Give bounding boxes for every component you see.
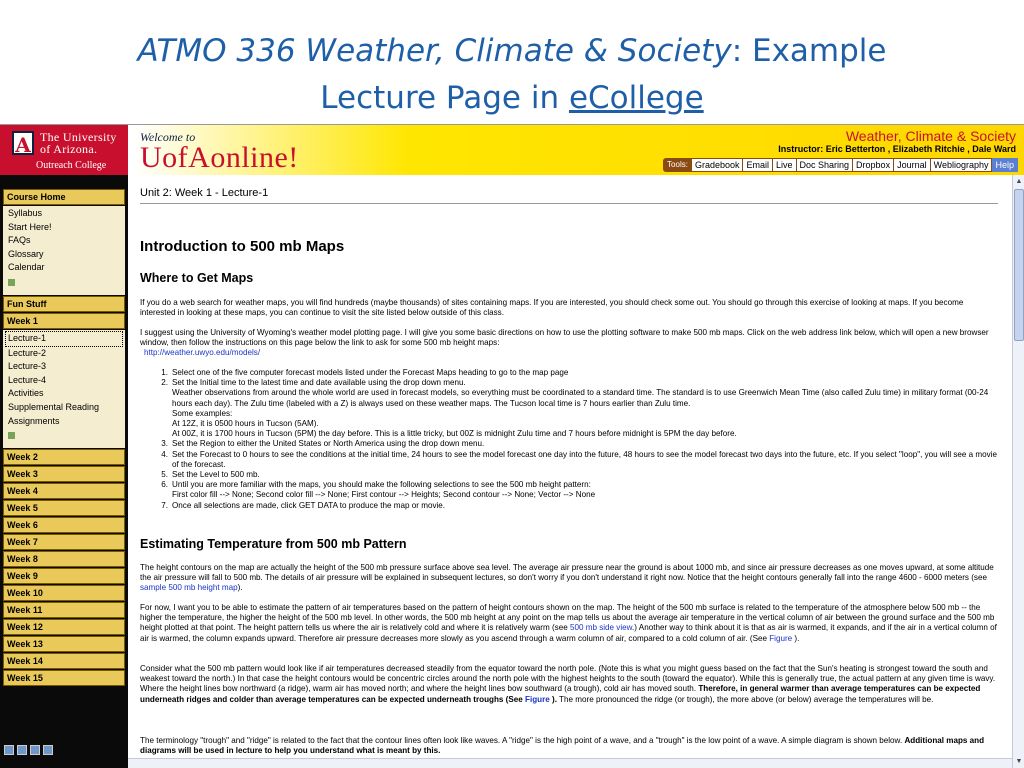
sidebar-item-lecture-2[interactable]: Lecture-2 [8,347,47,358]
vertical-scrollbar[interactable] [1012,175,1024,768]
tool-webliography[interactable]: Webliography [931,158,993,172]
sidebar-item-lecture-4[interactable]: Lecture-4 [8,374,47,385]
lecture-content [128,175,1012,768]
week-13-header[interactable]: Week 13 [3,636,125,652]
section-heading-temperature: Estimating Temperature from 500 mb Pattern [140,537,407,551]
sidebar-item-glossary[interactable]: Glossary [8,248,44,259]
site-header [0,125,1024,175]
ecollege-link[interactable]: eCollege [568,80,704,116]
tool-journal[interactable]: Journal [894,158,931,172]
unit-title: Unit 2: Week 1 - Lecture-1 [140,187,269,199]
tool-email[interactable]: Email [743,158,773,172]
paragraph-estimate-temperature: For now, I want you to be able to estimate the pattern of air temperatures based on the pattern of height contours shown on the map. The height of the 500 mb surface is related to the temperature of the atmosphere below 500 mb -- the higher the temperature, the higher the height of the 500 mb level. In other words, the 500 mb height at any point on the map tells us about the average air temperature in the vertical column of air between the ground surface and the 500 mb height plotted at that point. The height pattern tells us where the air is relatively cold and where it is relatively warm (see 500 mb side view.) Another way to think about it is that as air is warmed, it expands, and if the air in a vertical column of air is warmed, the column expands upward. Therefore air pressure decreases more slowly as you ascend through a warm column of air, compared to a cold column of air. (See Figure ). [140,603,997,643]
week-7-header[interactable]: Week 7 [3,534,125,550]
week-15-header[interactable]: Week 15 [3,670,125,686]
week-1-header[interactable]: Week 1 [3,313,125,329]
lecture-heading: Introduction to 500 mb Maps [140,238,345,255]
week-12-header[interactable]: Week 12 [3,619,125,635]
figure-link-1[interactable]: Figure [769,633,793,643]
list-item: 5. Set the Level to 500 mb. [161,470,260,480]
help-icon[interactable] [30,745,40,755]
week-3-header[interactable]: Week 3 [3,466,125,482]
paragraph-ridges-troughs: Consider what the 500 mb pattern would look like if air temperatures decreased steadily from the equator toward the north pole. (Note this is what you might guess based on the fact that the Sun's heating is strongest toward the south and weakest toward the north.) In that case the height contours would be concentric circles around the north pole with the highest heights to the south (toward the equator). While this is generally true, the actual pattern at any given time is wavy. Where the height lines bow northward (a ridge), warm air has moved north; and where the height lines bow southward (a trough), cold air has moved south. Therefore, in general warmer than average temperatures can be expected underneath ridges and colder than average temperatures can be expected underneath troughs (See Figure ). The more pronounced the ridge (or trough), the more above (or below) average the temperatures will be. [140,664,996,704]
week-11-header[interactable]: Week 11 [3,602,125,618]
sidebar-item-assignments[interactable]: Assignments [8,415,60,426]
tool-live[interactable]: Live [773,158,797,172]
scroll-thumb[interactable] [1014,189,1024,341]
course-home-links [3,206,125,295]
course-name: Weather, Climate & Society [845,128,1016,144]
week-9-header[interactable]: Week 9 [3,568,125,584]
horizontal-scrollbar[interactable] [128,758,1012,768]
sidebar-item-lecture-3[interactable]: Lecture-3 [8,361,47,372]
expand-icon[interactable] [8,432,15,439]
ecollege-screenshot [0,124,1024,768]
slide-title-line2: Lecture Page in [320,80,569,116]
block-a-icon: A [12,131,34,155]
university-logo[interactable] [0,125,128,175]
week-4-header[interactable]: Week 4 [3,483,125,499]
brand-logo: UofAonline! [140,141,299,174]
slide-title [0,28,1024,122]
collapse-icon[interactable] [4,745,14,755]
side-view-link[interactable]: 500 mb side view [569,623,633,633]
sidebar-item-lecture-1[interactable]: Lecture-1 [5,331,123,347]
list-item: 4. Set the Forecast to 0 hours to see the conditions at the initial time, 24 hours to see the model forecast one day into the future, 48 hours to see the model forecast two days into the future, etc. If you select "loop", you will see a movie of the forecast. [161,449,998,469]
sample-map-link[interactable]: sample 500 mb height map [140,583,238,593]
section-heading-maps: Where to Get Maps [140,271,254,285]
paragraph-web-search: If you do a web search for weather maps, you will find hundreds (maybe thousands) of sites containing maps. If you are interested, you should check some out. You should go through this exercise of looking at maps. If you become interested in looking at these maps, you can continue to visit the site listed below outside of this class. [140,298,964,318]
paragraph-wyoming: I suggest using the University of Wyoming's weather model plotting page. I will give you some basic directions on how to use the plotting software to make 500 mb maps. Click on the web address link below, which will open a new browser window, then follow the instructions on this page below the link to ask for some 500 mb height maps: http://weather.uwyo.edu/models/ [140,328,989,358]
figure-link-2[interactable]: Figure [525,694,550,704]
slide-title-suffix: : Example [731,33,887,69]
list-item: 1. Select one of the five computer forecast models listed under the Forecast Maps heading to go to the map page [161,368,569,377]
week-8-header[interactable]: Week 8 [3,551,125,567]
home-icon[interactable] [17,745,27,755]
instructor-line: Instructor: Eric Betterton , Elizabeth Ritchie , Dale Ward [778,144,1016,154]
week-5-header[interactable]: Week 5 [3,500,125,516]
paragraph-terminology: The terminology "trough" and "ridge" is related to the fact that the contour lines often look like waves. A "ridge" is the high point of a wave, and a "trough" is the low point of a wave. A simple diagram is shown below. Additional maps and diagrams will be used in lecture to help you understand what is meant by this. [140,736,985,756]
sidebar-item-faqs[interactable]: FAQs [8,235,31,246]
welcome-text: Welcome to [140,130,196,144]
sidebar-item-start-here[interactable]: Start Here! [8,221,52,232]
outreach-college: Outreach College [36,160,107,171]
unit-divider [140,203,998,204]
list-item: 6. Until you are more familiar with the maps, you should make the following selections to see the 500 mb height pattern: [161,480,591,490]
fun-stuff-header[interactable]: Fun Stuff [3,296,125,312]
sidebar-item-calendar[interactable]: Calendar [8,262,45,273]
course-home-header[interactable]: Course Home [3,189,125,205]
sidebar-item-syllabus[interactable]: Syllabus [8,208,43,218]
university-name: The University of Arizona. [40,130,117,156]
tool-doc-sharing[interactable]: Doc Sharing [797,158,854,172]
course-sidebar [0,175,128,768]
sidebar-item-supplemental-reading[interactable]: Supplemental Reading [8,401,100,412]
slide-title-course: ATMO 336 Weather, Climate & Society [137,33,732,69]
sidebar-bottom-icons [4,745,53,755]
tools-bar [663,158,1018,172]
week-14-header[interactable]: Week 14 [3,653,125,669]
scroll-down-icon[interactable]: ▼ [1015,758,1023,765]
week-10-header[interactable]: Week 10 [3,585,125,601]
sidebar-item-activities[interactable]: Activities [8,388,44,399]
list-item: 2. Set the Initial time to the latest time and date available using the drop down menu. [161,378,466,388]
week-6-header[interactable]: Week 6 [3,517,125,533]
tools-label: Tools: [663,158,692,172]
paragraph-height-contours: The height contours on the map are actually the height of the 500 mb pressure surface above sea level. The average air pressure near the ground is about 1000 mb, and since air pressure decreases as one moves upward, at some altitude the air pressure will fall to 500 mb. The details of air pressure will be explained in subsequent lectures, so don't worry if you don't understand it right now. Notice that the height contours generally fall into the range 4600 - 6000 meters (see sample 500 mb height map). [140,563,994,593]
tool-gradebook[interactable]: Gradebook [692,158,744,172]
list-item: 3. Set the Region to either the United States or North America using the drop down menu. [161,439,485,449]
instructions-list: 1. Select one of the five computer forecast models listed under the Forecast Maps heading to go to the map page 2. Set the Initial time to the latest time and date available using the drop down menu. Weather observations from around the whole world are used in forecast models, so everything must be coordinated to a standard time. The standard is to use Greenwich Mean Time (also called Zulu time) in military format (00-24 hours each day). The Zulu time (labeled with a Z) is always used on these weather maps. The Tucson local time is 7 hours earlier than Zulu time. Some examples: At 12Z, it is 0500 hours in Tucson (5AM). At 00Z, it is 1700 hours in Tucson (5PM) the day before. This is a little tricky, but 00Z is midnight Zulu time and 7 hours before midnight is 5PM the day before. 3. Set the Region to either the United States or North America using the drop down menu. 4. Set the Forecast to 0 hours to see the conditions at the initial time, 24 hours to see the model forecast one day into the future, 48 hours to see the model forecast two days into the future, etc. If you select "loop", you will see a movie of the forecast. 5. Set the Level to 500 mb. 6. Until you are more familiar with the maps, you should make the following selections to see the 500 mb height pattern: First color fill --> None; Second color fill --> None; First contour --> Heights; Second contour --> None; Vector --> None 7. Once all selections are made, click GET DATA to produce the map or movie. [140,368,998,511]
week-1-links [3,330,125,448]
wyoming-url-link[interactable]: http://weather.uwyo.edu/models/ [144,348,261,358]
print-icon[interactable] [43,745,53,755]
list-item: 7. Once all selections are made, click GET DATA to produce the map or movie. [161,500,446,510]
tool-help[interactable]: Help [992,158,1018,172]
expand-icon[interactable] [8,279,15,286]
tool-dropbox[interactable]: Dropbox [853,158,894,172]
week-2-header[interactable]: Week 2 [3,449,125,465]
scroll-up-icon[interactable]: ▲ [1015,178,1023,185]
